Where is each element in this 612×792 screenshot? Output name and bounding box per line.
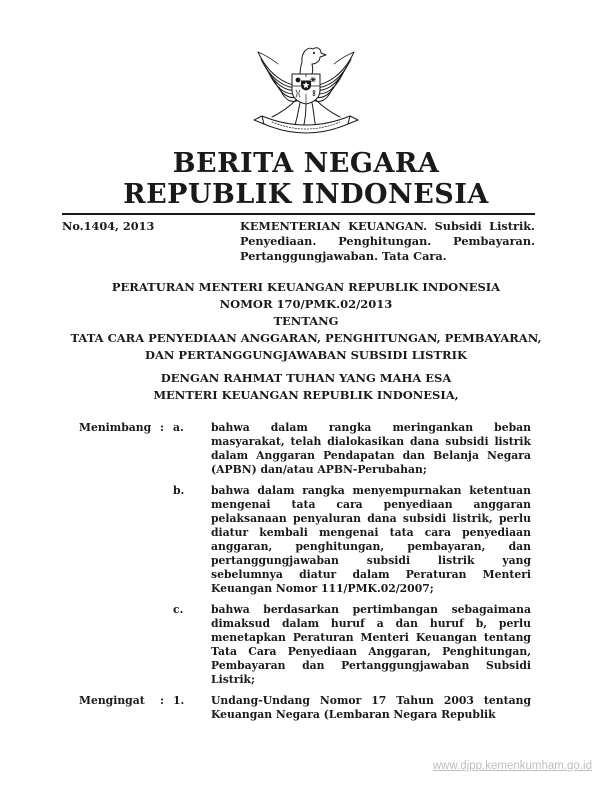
invocation-line2: MENTERI KEUANGAN REPUBLIK INDONESIA, <box>153 388 459 402</box>
gazette-title-line1: BERITA NEGARA <box>172 148 440 179</box>
menimbang-label: Menimbang <box>79 421 152 434</box>
regulation-tentang-line: TENTANG <box>273 314 339 328</box>
regulation-subject-line1: TATA CARA PENYEDIAAN ANGGARAN, PENGHITUNGAN, PEMBAYARAN, <box>70 331 542 345</box>
garuda-pancasila-icon <box>250 40 362 137</box>
item-text: bahwa dalam rangka menyempurnakan ketentuan mengenai tata cara penyediaan anggaran pelaksanaan penyaluran dana subsidi listrik, perlu diatur kembali mengenai tata cara penyediaan anggaran, penghitungan, pembayaran, dan pertanggungjawaban subsidi listrik yang sebelumnya diatur dalam Peraturan Menteri Keuangan Nomor 111/PMK.02/2007; <box>211 484 531 595</box>
item-marker: 1. <box>173 694 185 707</box>
menimbang-row-a <box>79 421 531 477</box>
regulation-number-line: NOMOR 170/PMK.02/2013 <box>219 297 393 311</box>
subject-abstract: KEMENTERIAN KEUANGAN. Subsidi Listrik. Penyediaan. Penghitungan. Pembayaran. Pertanggungjawaban. Tata Cara. <box>240 219 535 263</box>
item-marker: b. <box>173 484 185 497</box>
gazette-title-line2: REPUBLIK INDONESIA <box>123 179 489 210</box>
item-text: Undang-Undang Nomor 17 Tahun 2003 tentang Keuangan Negara (Lembaran Negara Republik <box>211 694 531 721</box>
mengingat-label: Mengingat <box>79 694 145 707</box>
invocation-line1: DENGAN RAHMAT TUHAN YANG MAHA ESA <box>160 371 452 385</box>
watermark-link[interactable]: www.djpp.kemenkumham.go.id <box>432 760 592 772</box>
masthead-info-row <box>62 215 535 264</box>
menimbang-separator: : <box>160 421 164 434</box>
mengingat-row-1 <box>79 694 531 722</box>
regulation-title-block <box>0 279 612 364</box>
issue-number: No.1404, 2013 <box>62 219 155 233</box>
item-text: bahwa berdasarkan pertimbangan sebagaimana dimaksud dalam huruf a dan huruf b, perlu menetapkan Peraturan Menteri Keuangan tentang Tata Cara Penyediaan Anggaran, Penghitungan, Pembayaran dan Pertanggungjawaban Subsidi Listrik; <box>211 603 531 686</box>
regulation-subject-line2: DAN PERTANGGUNGJAWABAN SUBSIDI LISTRIK <box>145 348 467 362</box>
invocation-block <box>0 370 612 404</box>
preamble-body <box>79 421 531 722</box>
item-marker: a. <box>173 421 184 434</box>
regulation-title-line: PERATURAN MENTERI KEUANGAN REPUBLIK INDONESIA <box>111 280 501 294</box>
item-text: bahwa dalam rangka meringankan beban masyarakat, telah dialokasikan dana subsidi listrik dalam Anggaran Pendapatan dan Belanja Negara (APBN) dan/atau APBN-Perubahan; <box>211 421 531 476</box>
garuda-pancasila-emblem <box>250 40 362 137</box>
menimbang-row-b <box>79 484 531 596</box>
item-marker: c. <box>173 603 184 616</box>
mengingat-separator: : <box>160 694 164 707</box>
menimbang-row-c <box>79 603 531 687</box>
